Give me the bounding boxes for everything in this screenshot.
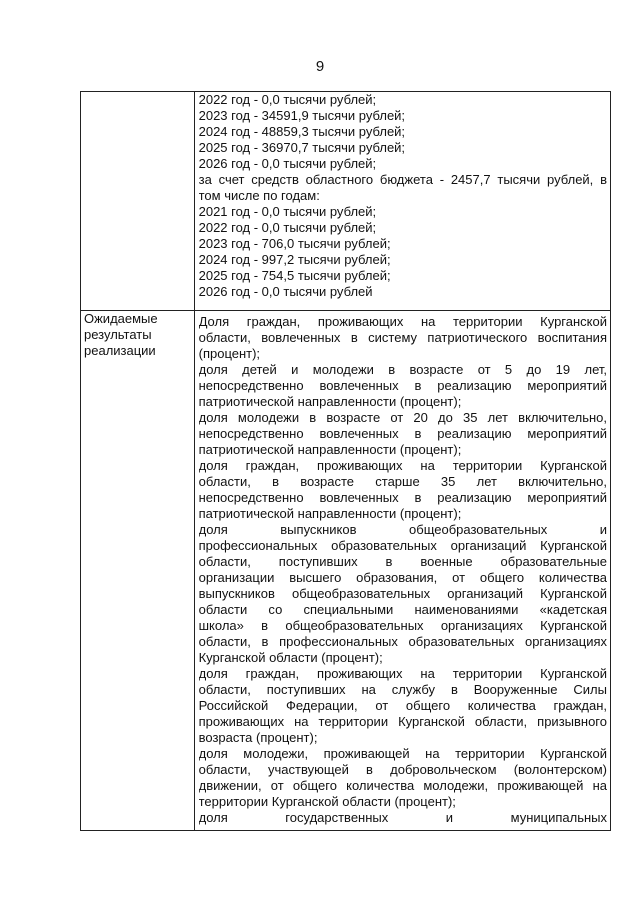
expected-results-text <box>195 311 610 826</box>
expected-results-text-line: доля выпускников общеобразовательных и <box>198 522 607 537</box>
expected-results-text-line: профессиональных образовательных организаций Курганской <box>198 538 607 553</box>
expected-results-text-line: области, участвующей в добровольческом (волонтерском) <box>198 762 607 777</box>
expected-results-text-line: области, в профессиональных образовательных организациях <box>198 634 607 649</box>
financing-text-line: 2024 год - 997,2 тысячи рублей; <box>198 252 391 267</box>
label-line: результаты <box>84 327 152 342</box>
expected-results-text-line: доля государственных и муниципальных <box>198 810 607 825</box>
expected-results-text-line: проживающих на территории Курганской области, призывного <box>198 714 607 729</box>
expected-results-text-line: непосредственно вовлеченных в реализацию мероприятий <box>198 426 607 441</box>
expected-results-text-line: возраста (процент); <box>198 730 318 745</box>
expected-results-text-line: (процент); <box>198 346 261 361</box>
expected-results-text-line: доля детей и молодежи в возрасте от 5 до 19 лет, <box>198 362 607 377</box>
expected-results-text-line: области, вовлеченных в систему патриотического воспитания <box>198 330 607 345</box>
financing-text-line: 2024 год - 48859,3 тысячи рублей; <box>198 124 406 139</box>
table-cell-label <box>81 92 195 311</box>
table-row-financing <box>81 92 611 311</box>
expected-results-text-line: движении, от общего количества молодежи, проживающей на <box>198 778 607 793</box>
financing-text <box>195 92 610 300</box>
label-line: реализации <box>84 343 156 358</box>
expected-results-text-line: патриотической направленности (процент); <box>198 442 462 457</box>
financing-text-line: том числе по годам: <box>198 188 320 203</box>
expected-results-text-line: доля граждан, проживающих на территории Курганской <box>198 666 607 681</box>
financing-text-line: за счет средств областного бюджета - 2457,7 тысячи рублей, в <box>198 172 607 187</box>
expected-results-text-line: области, поступивших на службу в Вооруженные Силы <box>198 682 607 697</box>
table-cell-text <box>194 311 610 831</box>
expected-results-text-line: выпускников общеобразовательных организаций Курганской <box>198 586 607 601</box>
financing-text-line: 2025 год - 754,5 тысячи рублей; <box>198 268 391 283</box>
expected-results-text-line: территории Курганской области (процент); <box>198 794 456 809</box>
expected-results-text-line: доля граждан, проживающих на территории Курганской <box>198 458 607 473</box>
financing-text-line: 2022 год - 0,0 тысячи рублей; <box>198 92 377 107</box>
financing-text-line: 2023 год - 706,0 тысячи рублей; <box>198 236 391 251</box>
page-number: 9 <box>315 58 325 75</box>
financing-text-line: 2025 год - 36970,7 тысячи рублей; <box>198 140 406 155</box>
financing-text-line: 2021 год - 0,0 тысячи рублей; <box>198 204 377 219</box>
expected-results-text-line: области со специальными наименованиями «кадетская <box>198 602 607 617</box>
expected-results-text-line: патриотической направленности (процент); <box>198 394 462 409</box>
financing-text-line: 2023 год - 34591,9 тысячи рублей; <box>198 108 406 123</box>
expected-results-text-line: Российской Федерации, от общего количества граждан, <box>198 698 607 713</box>
expected-results-text-line: патриотической направленности (процент); <box>198 506 462 521</box>
expected-results-label <box>81 311 194 359</box>
expected-results-text-line: Курганской области (процент); <box>198 650 383 665</box>
expected-results-text-line: доля молодежи в возрасте от 20 до 35 лет включительно, <box>198 410 607 425</box>
expected-results-text-line: области, в возрасте старше 35 лет включительно, <box>198 474 607 489</box>
expected-results-text-line: непосредственно вовлеченных в реализацию мероприятий <box>198 490 607 505</box>
label-line: Ожидаемые <box>84 311 158 326</box>
expected-results-text-line: области, поступивших в военные образовательные <box>198 554 607 569</box>
table-row-expected-results <box>81 311 611 831</box>
expected-results-text-line: школа» в общеобразовательных организациях Курганской <box>198 618 607 633</box>
expected-results-text-line: Доля граждан, проживающих на территории Курганской <box>198 314 607 329</box>
financing-text-line: 2022 год - 0,0 тысячи рублей; <box>198 220 377 235</box>
financing-text-line: 2026 год - 0,0 тысячи рублей; <box>198 156 377 171</box>
expected-results-text-line: непосредственно вовлеченных в реализацию мероприятий <box>198 378 607 393</box>
expected-results-text-line: доля молодежи, проживающей на территории Курганской <box>198 746 607 761</box>
table-cell-label <box>81 311 195 831</box>
expected-results-text-line: организации высшего образования, от общего количества <box>198 570 607 585</box>
financing-text-line: 2026 год - 0,0 тысячи рублей <box>198 284 373 299</box>
table-cell-text <box>194 92 610 311</box>
passport-table <box>80 91 611 831</box>
